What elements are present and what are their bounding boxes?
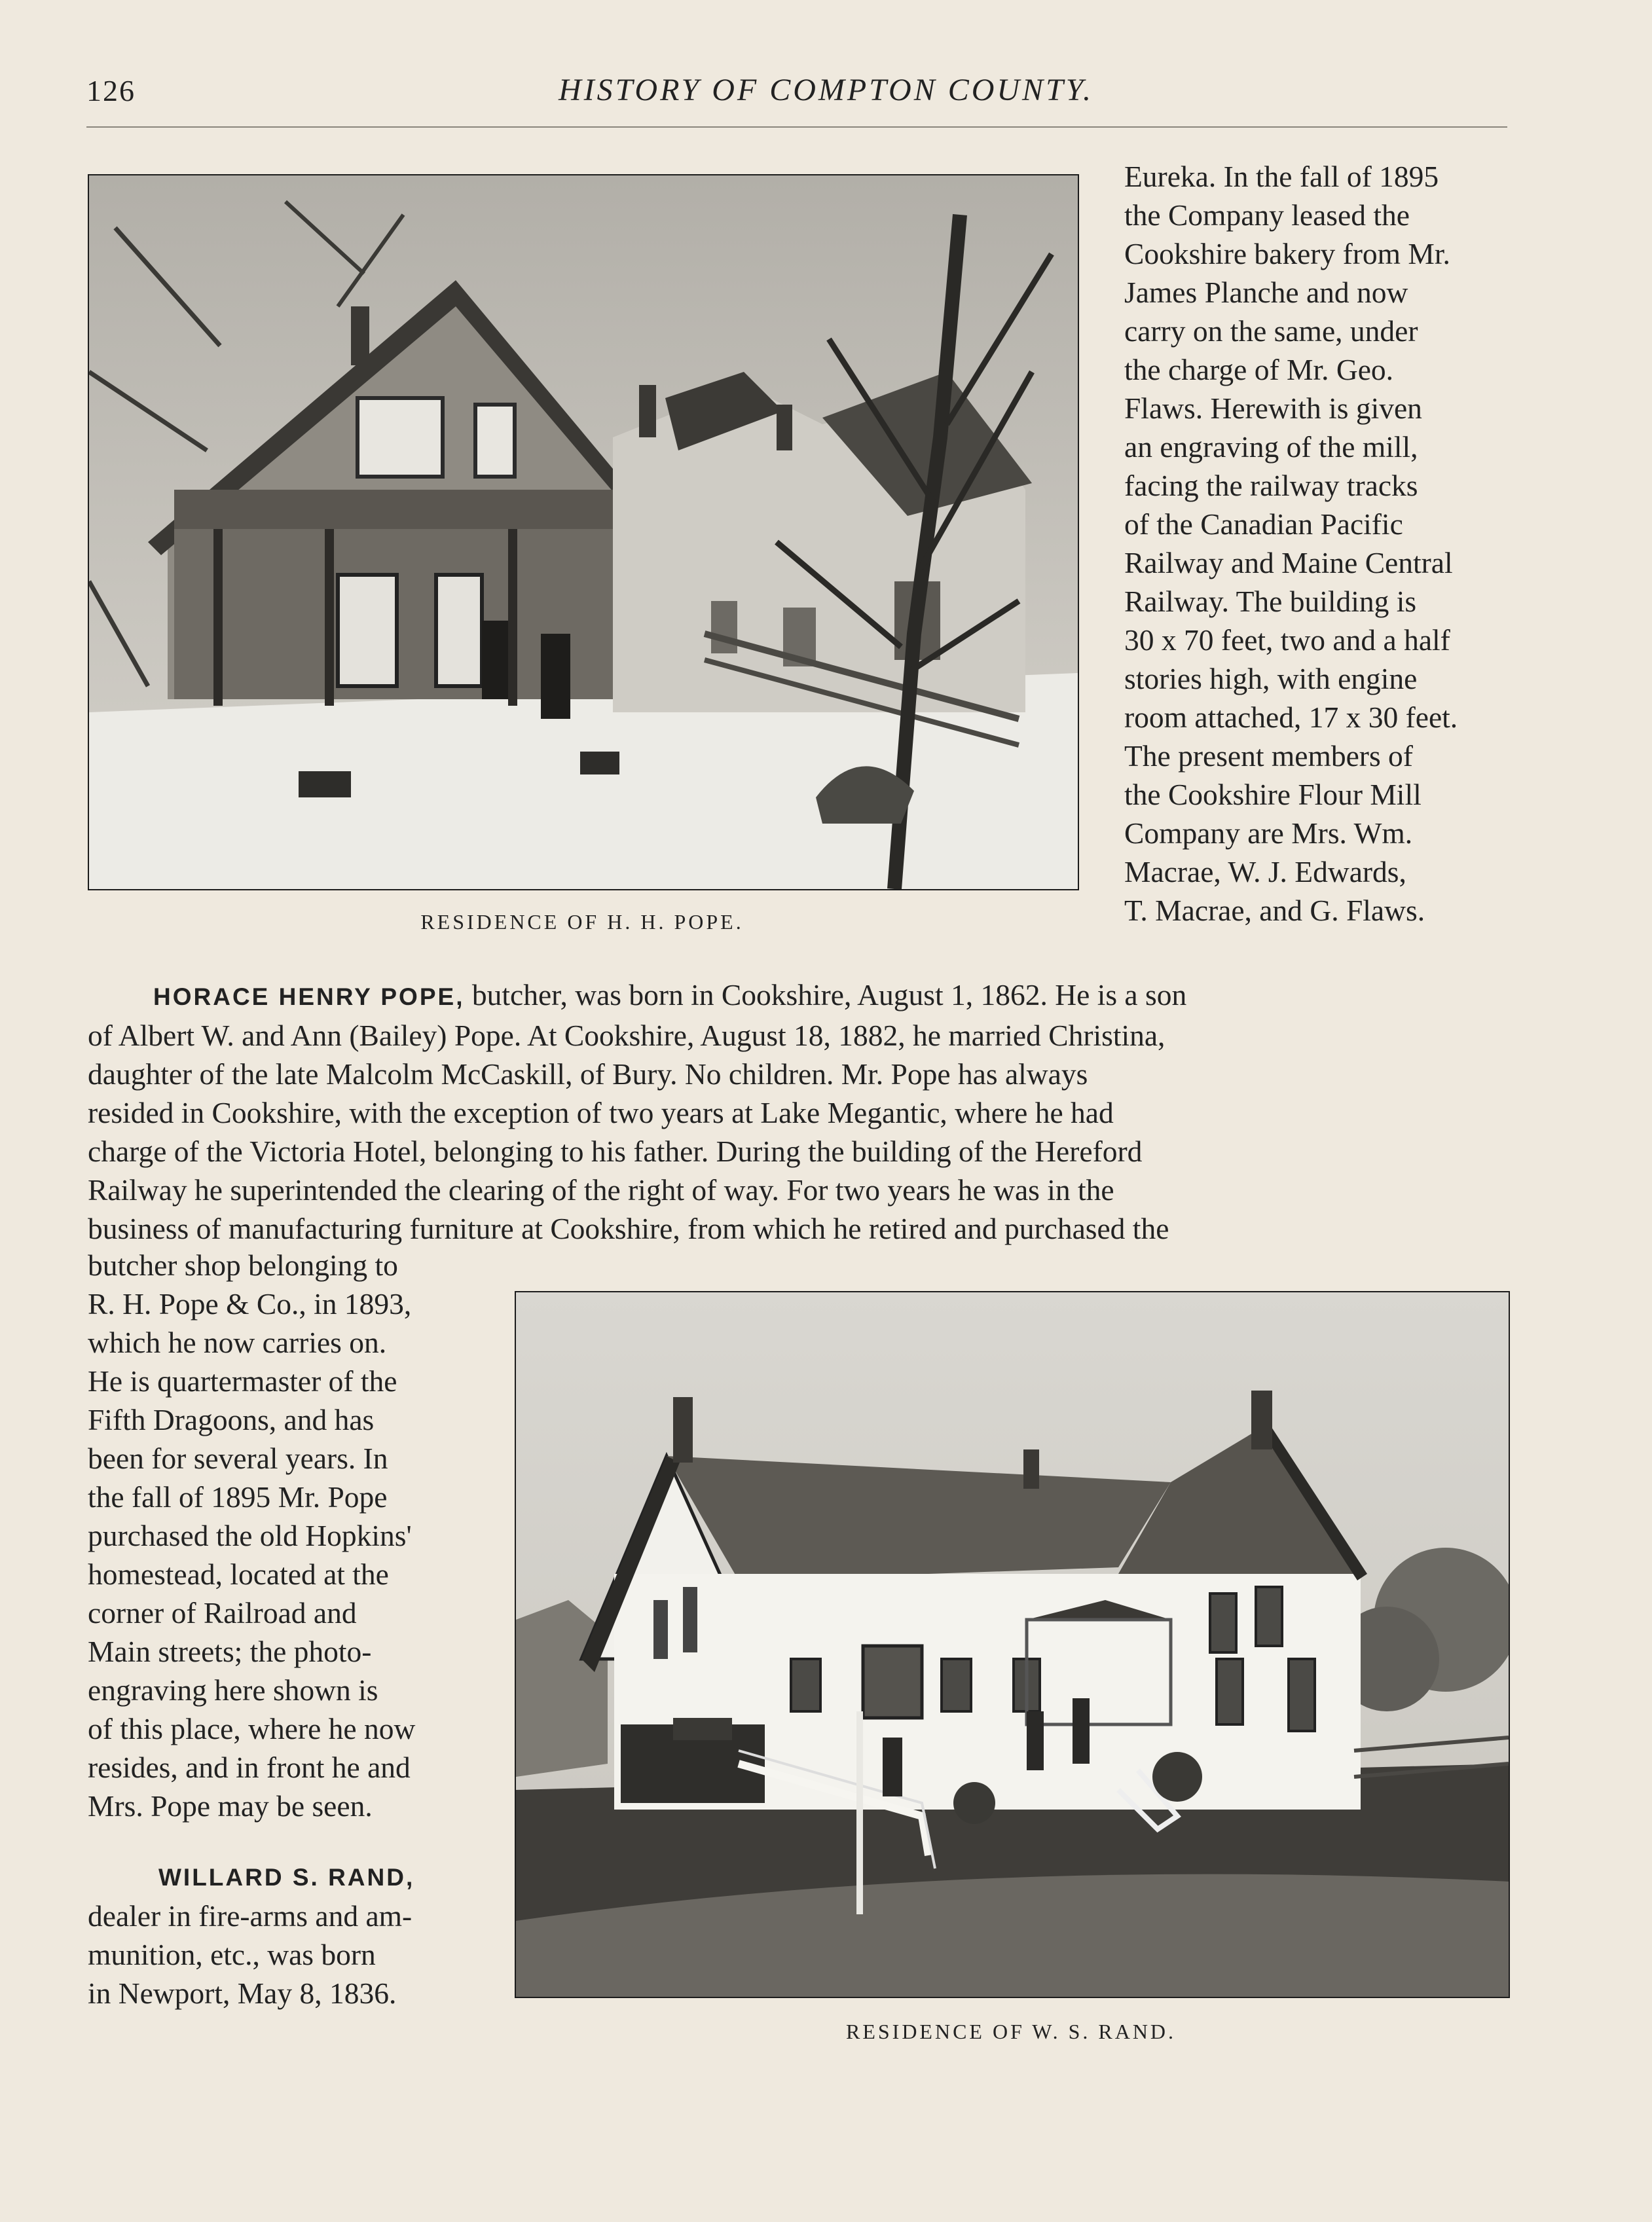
page-number: 126 bbox=[86, 74, 136, 107]
pope-biography-continued bbox=[88, 1246, 471, 1825]
text-line: the charge of Mr. Geo. bbox=[1124, 353, 1394, 386]
text-line: Cookshire bakery from Mr. bbox=[1124, 237, 1450, 270]
text-line: facing the railway tracks bbox=[1124, 469, 1418, 502]
text-line: engraving here shown is bbox=[88, 1673, 378, 1707]
text-line bbox=[88, 1856, 471, 1897]
pope-first-line: butcher, was born in Cookshire, August 1, 1862. He is a son bbox=[464, 978, 1187, 1011]
text-line: in Newport, May 8, 1836. bbox=[88, 1976, 397, 2010]
text-line: daughter of the late Malcolm McCaskill, of Bury. No children. Mr. Pope has always bbox=[88, 1057, 1088, 1091]
rand-biography bbox=[88, 1856, 471, 2013]
text-line: The present members of bbox=[1124, 739, 1413, 773]
text-line: Railway and Maine Central bbox=[1124, 546, 1453, 579]
text-line: of the Canadian Pacific bbox=[1124, 507, 1403, 541]
text-line: which he now carries on. bbox=[88, 1326, 387, 1359]
text-line: homestead, located at the bbox=[88, 1557, 389, 1591]
pope-biography bbox=[88, 975, 1502, 1248]
house-illustration-pope bbox=[89, 175, 1078, 889]
text-line: butcher shop belonging to bbox=[88, 1248, 398, 1282]
header-rule bbox=[86, 126, 1507, 128]
running-title: HISTORY OF COMPTON COUNTY. bbox=[558, 73, 1094, 107]
text-line: the fall of 1895 Mr. Pope bbox=[88, 1480, 388, 1514]
text-line: of this place, where he now bbox=[88, 1712, 416, 1745]
text-line: charge of the Victoria Hotel, belonging to his father. During the building of the Hereford bbox=[88, 1135, 1143, 1168]
caption-residence-pope: RESIDENCE OF H. H. POPE. bbox=[420, 910, 744, 934]
photo-residence-pope bbox=[88, 174, 1079, 890]
text-line: room attached, 17 x 30 feet. bbox=[1124, 701, 1458, 734]
eureka-paragraph bbox=[1124, 157, 1507, 930]
text-line bbox=[88, 975, 1502, 1016]
house-illustration-rand bbox=[516, 1292, 1509, 1997]
text-line: Company are Mrs. Wm. bbox=[1124, 816, 1413, 850]
text-line: Mrs. Pope may be seen. bbox=[88, 1789, 373, 1823]
text-line: been for several years. In bbox=[88, 1442, 388, 1475]
text-line: R. H. Pope & Co., in 1893, bbox=[88, 1287, 412, 1320]
text-line: carry on the same, under bbox=[1124, 314, 1418, 348]
caption-residence-rand: RESIDENCE OF W. S. RAND. bbox=[845, 2020, 1177, 2043]
text-line: purchased the old Hopkins' bbox=[88, 1519, 412, 1552]
text-line: 30 x 70 feet, two and a half bbox=[1124, 623, 1450, 657]
pope-name: HORACE HENRY POPE, bbox=[153, 983, 465, 1010]
rand-name: WILLARD S. RAND, bbox=[158, 1864, 415, 1891]
text-line: an engraving of the mill, bbox=[1124, 430, 1418, 464]
text-line: Eureka. In the fall of 1895 bbox=[1124, 160, 1439, 193]
photo-residence-rand bbox=[515, 1291, 1510, 1998]
text-line: resides, and in front he and bbox=[88, 1751, 411, 1784]
text-line: Main streets; the photo- bbox=[88, 1635, 372, 1668]
text-line: dealer in fire-arms and am- bbox=[88, 1899, 413, 1933]
text-line: T. Macrae, and G. Flaws. bbox=[1124, 894, 1425, 927]
text-line: resided in Cookshire, with the exception of two years at Lake Megantic, where he had bbox=[88, 1096, 1114, 1129]
text-line: Railway he superintended the clearing of the right of way. For two years he was in the bbox=[88, 1173, 1114, 1207]
text-line: the Cookshire Flour Mill bbox=[1124, 778, 1422, 811]
text-line: Macrae, W. J. Edwards, bbox=[1124, 855, 1406, 888]
text-line: Flaws. Herewith is given bbox=[1124, 392, 1422, 425]
text-line: stories high, with engine bbox=[1124, 662, 1418, 695]
text-line: He is quartermaster of the bbox=[88, 1364, 397, 1398]
text-line: munition, etc., was born bbox=[88, 1938, 376, 1971]
text-line: corner of Railroad and bbox=[88, 1596, 357, 1630]
text-line: of Albert W. and Ann (Bailey) Pope. At Cookshire, August 18, 1882, he married Christina, bbox=[88, 1019, 1166, 1052]
text-line: the Company leased the bbox=[1124, 198, 1410, 232]
text-line: business of manufacturing furniture at Cookshire, from which he retired and purchased the bbox=[88, 1212, 1169, 1245]
text-line: Fifth Dragoons, and has bbox=[88, 1403, 375, 1436]
text-line: James Planche and now bbox=[1124, 276, 1408, 309]
text-line: Railway. The building is bbox=[1124, 585, 1417, 618]
